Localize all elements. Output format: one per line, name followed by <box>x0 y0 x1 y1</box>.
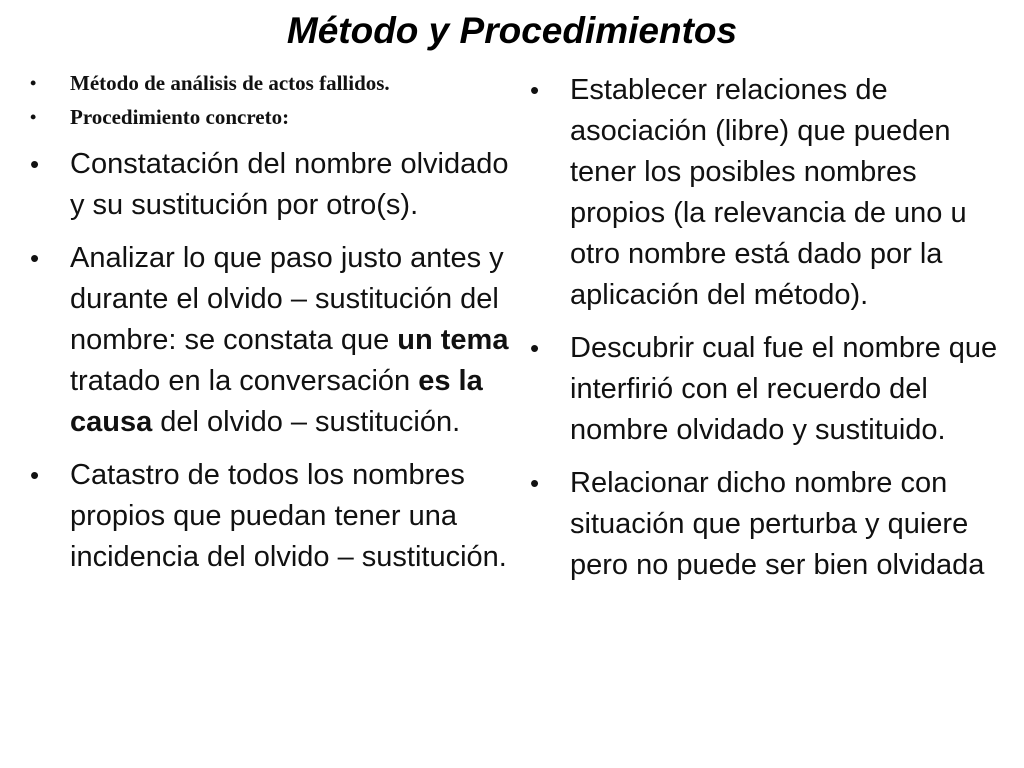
emphasis-text: un tema <box>397 324 509 356</box>
bullet-icon: • <box>30 73 37 93</box>
bullet-icon: • <box>530 333 540 363</box>
left-column-list <box>28 70 512 578</box>
list-item-text: Establecer relaciones de asociación (libre) que pueden tener los posibles nombres propios (la relevancia de uno u otro nombre está dado por la aplicación del método). <box>570 74 967 311</box>
list-item-text: Relacionar dicho nombre con situación que perturba y quiere pero no puede ser bien olvidada <box>570 467 985 581</box>
bullet-icon: • <box>30 243 40 273</box>
bullet-icon: • <box>530 468 540 498</box>
list-item <box>28 104 512 130</box>
list-item <box>528 70 1012 316</box>
list-item <box>28 455 512 578</box>
list-item-text: Catastro de todos los nombres propios que puedan tener una incidencia del olvido – sustitución. <box>70 459 507 573</box>
list-item-text: Procedimiento concreto: <box>70 105 290 129</box>
list-item-text <box>70 242 508 438</box>
emphasis-text: es la causa <box>70 365 483 438</box>
list-item-text: Método de análisis de actos fallidos. <box>70 71 390 95</box>
list-item-text: Descubrir cual fue el nombre que interfirió con el recuerdo del nombre olvidado y sustituido. <box>570 332 998 446</box>
list-item <box>28 144 512 226</box>
right-column-list <box>528 70 1012 586</box>
text-segment: Analizar lo que paso justo antes y durante el olvido – sustitución del nombre: se constata que <box>70 242 504 356</box>
list-item <box>528 328 1012 451</box>
list-item <box>528 463 1012 586</box>
bullet-icon: • <box>530 75 540 105</box>
text-segment: del olvido – sustitución. <box>152 406 461 438</box>
bullet-icon: • <box>30 460 40 490</box>
text-segment: tratado en la conversación <box>70 365 419 397</box>
bullet-icon: • <box>30 149 40 179</box>
list-item <box>28 70 512 96</box>
slide-title: Método y Procedimientos <box>286 10 738 51</box>
bullet-icon: • <box>30 107 37 127</box>
list-item <box>28 238 512 443</box>
list-item-text: Constatación del nombre olvidado y su sustitución por otro(s). <box>70 148 509 221</box>
